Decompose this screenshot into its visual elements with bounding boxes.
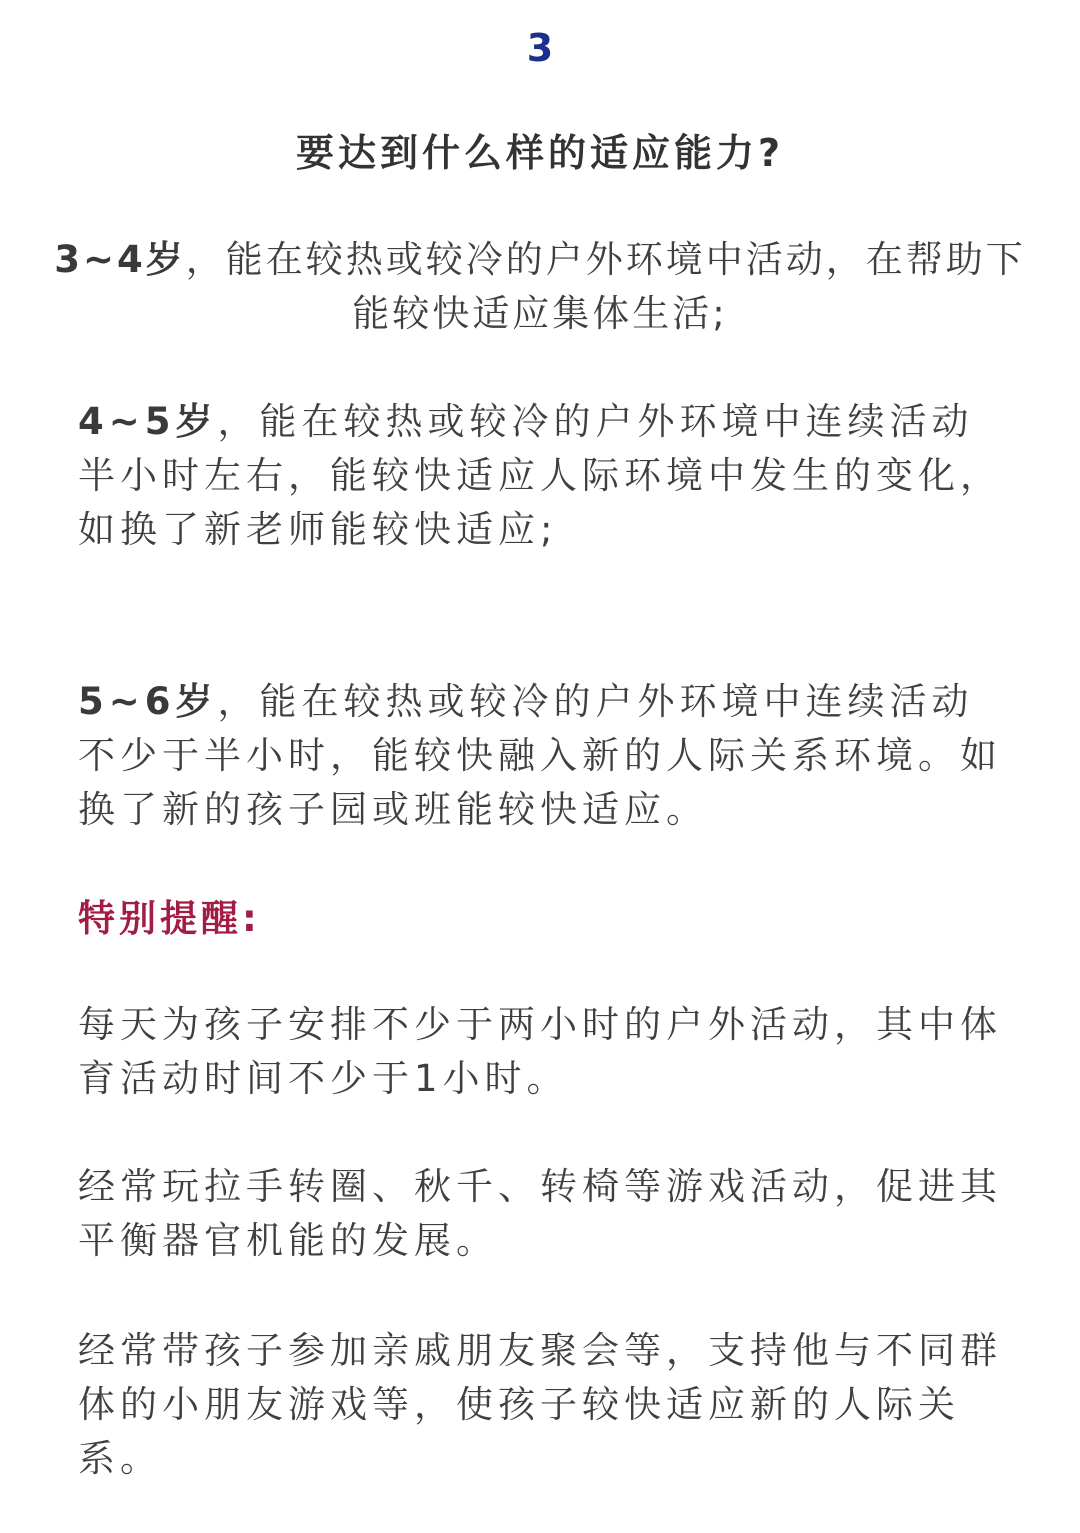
age-item-3-4 bbox=[40, 233, 1040, 341]
reminder-item: 经常玩拉手转圈、秋千、转椅等游戏活动，促进其平衡器官机能的发展。 bbox=[78, 1165, 1002, 1262]
reminder-item: 每天为孩子安排不少于两小时的户外活动，其中体育活动时间不少于1小时。 bbox=[78, 1003, 1002, 1100]
age-label: 5~6岁 bbox=[78, 680, 218, 723]
reminder-item: 经常带孩子参加亲戚朋友聚会等，支持他与不同群体的小朋友游戏等，使孩子较快适应新的人际关系。 bbox=[78, 1329, 1002, 1480]
section-heading: 要达到什么样的适应能力? bbox=[295, 131, 785, 175]
age-item-5-6 bbox=[78, 675, 1004, 837]
age-description: ，能在较热或较冷的户外环境中连续活动半小时左右，能较快适应人际环境中发生的变化，如换了新老师能较快适应; bbox=[78, 400, 1002, 551]
age-label: 4~5岁 bbox=[78, 400, 218, 443]
reminder-title: 特别提醒: bbox=[78, 897, 261, 940]
age-description: ，能在较热或较冷的户外环境中连续活动不少于半小时，能较快融入新的人际关系环境。如换了新的孩子园或班能较快适应。 bbox=[78, 680, 1002, 831]
age-item-4-5 bbox=[78, 395, 1004, 557]
section-number: 3 bbox=[526, 26, 554, 70]
age-label: 3~4岁 bbox=[54, 238, 186, 281]
age-description: ，能在较热或较冷的户外环境中活动，在帮助下能较快适应集体生活; bbox=[185, 238, 1026, 335]
